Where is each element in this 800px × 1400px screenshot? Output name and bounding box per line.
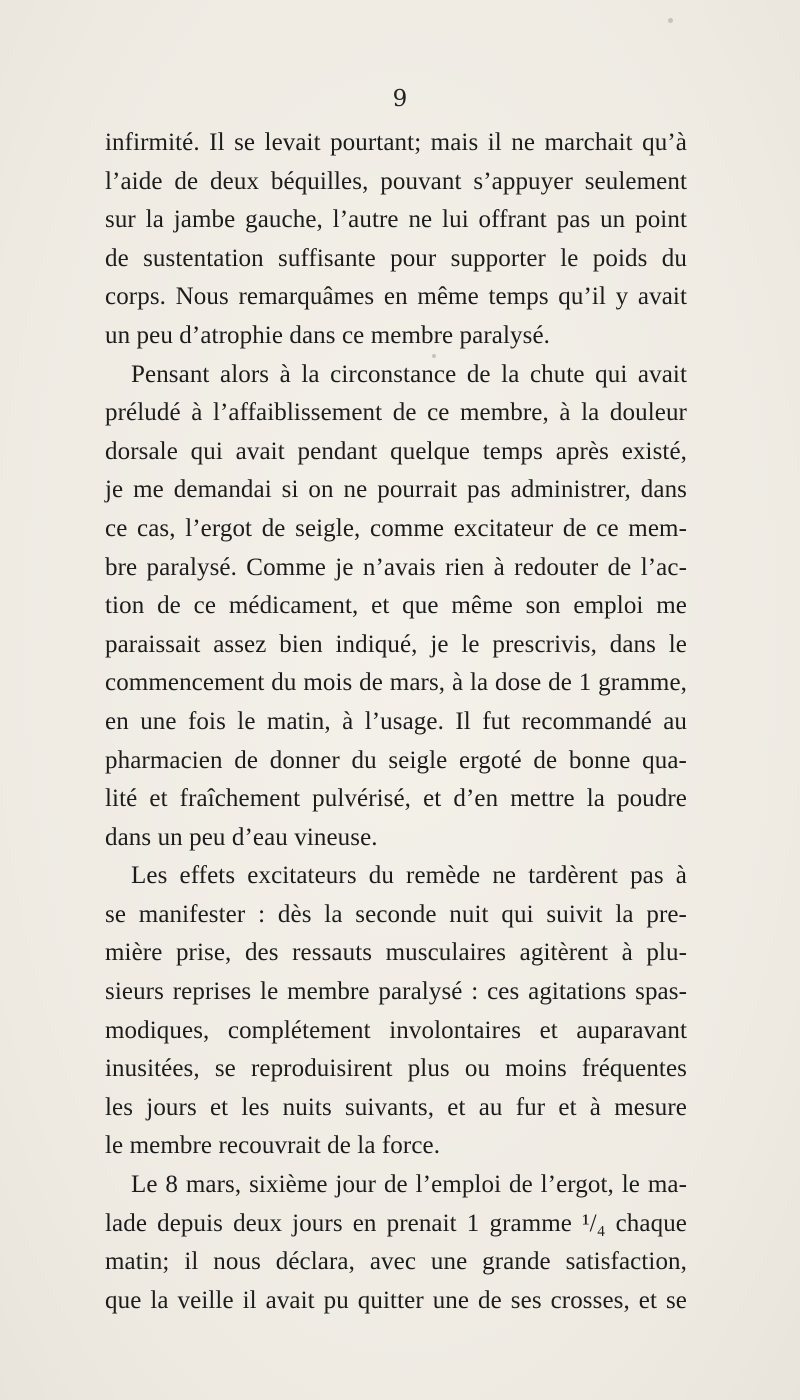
text-line: dorsale qui avait pendant quelque temps après existé, (105, 437, 687, 465)
text-line: bre paralysé. Comme je n’avais rien à redouter de l’ac- (105, 553, 687, 581)
text-line: lade depuis deux jours en prenait 1 gramme ¹/₄ chaque (105, 1209, 687, 1237)
text-line: lité et fraîchement pulvérisé, et d’en mettre la poudre (105, 785, 687, 813)
text-line: les jours et les nuits suivants, et au fur et à mesure (105, 1093, 687, 1121)
text-line: dans un peu d’eau vineuse. (105, 823, 378, 851)
text-line: mière prise, des ressauts musculaires agitèrent à plu- (105, 939, 687, 967)
text-line: l’aide de deux béquilles, pouvant s’appuyer seulement (105, 167, 687, 195)
text-line: infirmité. Il se levait pourtant; mais il ne marchait qu’à (105, 129, 687, 156)
text-line: paraissait assez bien indiqué, je le prescrivis, dans le (105, 630, 687, 658)
text-line: Pensant alors à la circonstance de la chute qui avait (131, 360, 687, 388)
paper-speck (432, 354, 436, 358)
text-line: Les effets excitateurs du remède ne tardèrent pas à (131, 862, 687, 890)
page-number: 9 (392, 86, 408, 112)
text-line: de sustentation suffisante pour supporter le poids du (105, 244, 687, 272)
text-line: en une fois le matin, à l’usage. Il fut recommandé au (105, 707, 687, 735)
text-line: le membre recouvrait de la force. (105, 1132, 441, 1160)
text-line: matin; il nous déclara, avec une grande satisfaction, (105, 1248, 687, 1276)
text-line: inusitées, se reproduisirent plus ou moins fréquentes (105, 1055, 687, 1083)
text-line: sur la jambe gauche, l’autre ne lui offrant pas un point (105, 206, 687, 234)
text-line: pharmacien de donner du seigle ergoté de bonne qua- (105, 746, 687, 774)
text-line: ce cas, l’ergot de seigle, comme excitateur de ce mem- (105, 514, 687, 542)
text-line: modiques, complétement involontaires et auparavant (105, 1016, 687, 1044)
text-line: se manifester : dès la seconde nuit qui suivit la pre- (105, 900, 687, 928)
body-text (105, 124, 687, 1320)
text-line: que la veille il avait pu quitter une de ses crosses, et se (105, 1286, 687, 1314)
text-line: sieurs reprises le membre paralysé : ces agitations spas- (105, 978, 687, 1006)
text-line: je me demandai si on ne pourrait pas administrer, dans (105, 476, 687, 504)
text-line: préludé à l’affaiblissement de ce membre, à la douleur (105, 399, 687, 427)
text-line: commencement du mois de mars, à la dose de 1 gramme, (105, 669, 687, 697)
text-line: corps. Nous remarquâmes en même temps qu’il y avait (105, 283, 687, 311)
text-line: un peu d’atrophie dans ce membre paralysé. (105, 321, 550, 349)
text-line: tion de ce médicament, et que même son emploi me (105, 592, 687, 620)
paper-speck (668, 18, 673, 23)
text-line: Le 8 mars, sixième jour de l’emploi de l’ergot, le ma- (131, 1171, 687, 1199)
